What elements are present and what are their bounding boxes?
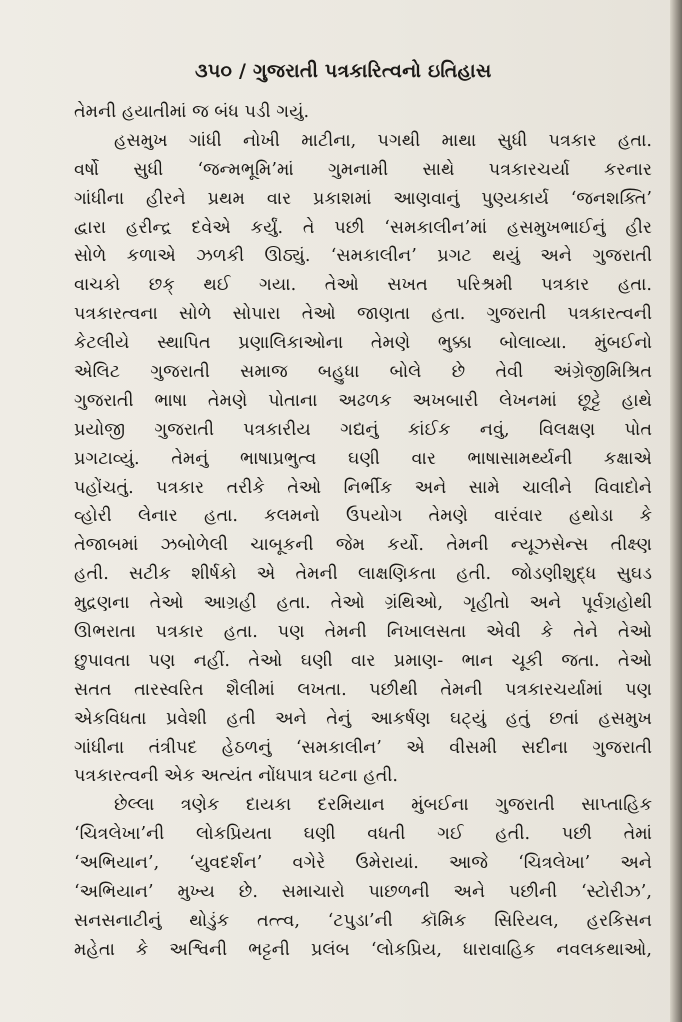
text-line: તેજાબમાં ઝબોળેલી ચાબૂકની જેમ કર્યો. તેમની ન્યૂઝસેન્સ તીક્ષ્ણ bbox=[74, 535, 652, 556]
text-line: પહોંચતું. પત્રકાર તરીકે તેઓ નિર્ભીક અને સામે ચાલીને વિવાદોને bbox=[74, 477, 652, 498]
running-header: ૩૫૦ / ગુજરાતી પત્રકારિત્વનો ઇતિહાસ bbox=[195, 60, 492, 82]
text-line: પત્રકારત્વની એક અત્યંત નોંધપાત્ર ઘટના હતી. bbox=[74, 766, 399, 787]
text-line: દ્વારા હરીન્દ્ર દવેએ કર્યું. તે પછી ‘સમકાલીન’માં હસમુખભાઈનું હીર bbox=[74, 217, 652, 238]
text-line: ગાંધીના હીરને પ્રથમ વાર પ્રકાશમાં આણવાનું પુણ્યકાર્ય ‘જનશક્તિ’ bbox=[74, 188, 652, 209]
text-line: ગુજરાતી ભાષા તેમણે પોતાના અઢળક અખબારી લેખનમાં છૂટ્ટે હાથે bbox=[74, 390, 652, 411]
text-line: ‘અભિયાન’, ‘યુવદર્શન’ વગેરે ઉમેરાયાં. આજે ‘ચિત્રલેખા’ અને bbox=[74, 853, 652, 874]
text-line: સતત તારસ્વરિત શૈલીમાં લખતા. પછીથી તેમની પત્રકારચર્યામાં પણ bbox=[74, 679, 652, 700]
text-line: છેલ્લા ત્રણેક દાયકા દરમિયાન મુંબઈના ગુજરાતી સાપ્તાહિક bbox=[114, 795, 652, 816]
text-line: એલિટ ગુજરાતી સમાજ બહુધા બોલે છે તેવી અંગ્રેજીમિશ્રિત bbox=[74, 362, 652, 383]
text-line: વાચકો છક્ થઈ ગયા. તેઓ સખત પરિશ્રમી પત્રકાર હતા. bbox=[74, 275, 652, 296]
text-line: પત્રકારત્વના સોળે સોપારા તેઓ જાણતા હતા. ગુજરાતી પત્રકારત્વની bbox=[74, 304, 652, 325]
text-line: એકવિધતા પ્રવેશી હતી અને તેનું આકર્ષણ ઘટ્યું હતું છતાં હસમુખ bbox=[74, 708, 652, 729]
text-line: સોળે કળાએ ઝળકી ઊઠ્યું. ‘સમકાલીન’ પ્રગટ થયું અને ગુજરાતી bbox=[74, 246, 652, 267]
text-line: મહેતા કે અશ્વિની ભટ્ટની પ્રલંબ ‘લોકપ્રિય, ધારાવાહિક નવલકથાઓ, bbox=[74, 939, 652, 960]
text-line: ‘ચિત્રલેખા’ની લોકપ્રિયતા ઘણી વધતી ગઈ હતી. પછી તેમાં bbox=[74, 824, 652, 845]
body-text bbox=[74, 98, 652, 965]
page-edge-shadow bbox=[670, 0, 682, 1022]
text-line: કેટલીયે સ્થાપિત પ્રણાલિકાઓના તેમણે ભુક્કા બોલાવ્યા. મુંબઈનો bbox=[74, 333, 652, 354]
text-line: પ્રગટાવ્યું. તેમનું ભાષાપ્રભુત્વ ઘણી વાર ભાષાસામર્થ્યની કક્ષાએ bbox=[74, 448, 652, 469]
text-line: વ્હોરી લેનાર હતા. કલમનો ઉપયોગ તેમણે વારંવાર હથોડા કે bbox=[74, 506, 652, 527]
text-line: હતી. સટીક શીર્ષકો એ તેમની લાક્ષણિકતા હતી. જોડણીશુદ્ધ સુઘડ bbox=[74, 564, 652, 585]
text-line: ‘અભિયાન’ મુખ્ય છે. સમાચારો પાછળની અને પછીની ‘સ્ટોરીઝ’, bbox=[74, 882, 652, 903]
text-line: ઊભરાતા પત્રકાર હતા. પણ તેમની નિખાલસતા એવી કે તેને તેઓ bbox=[74, 622, 652, 643]
text-line: ગાંધીના તંત્રીપદ હેઠળનું ‘સમકાલીન’ એ વીસમી સદીના ગુજરાતી bbox=[74, 737, 652, 758]
text-line: છુપાવતા પણ નહીં. તેઓ ઘણી વાર પ્રમાણ- ભાન ચૂકી જતા. તેઓ bbox=[74, 650, 652, 671]
text-line: પ્રયોજી ગુજરાતી પત્રકારીય ગદ્યનું કાંઈક નવું, વિલક્ષણ પોત bbox=[74, 419, 652, 440]
text-line: મુદ્રણના તેઓ આગ્રહી હતા. તેઓ ગ્રંથિઓ, ગૃહીતો અને પૂર્વગ્રહોથી bbox=[74, 593, 652, 614]
text-line: તેમની હયાતીમાં જ બંધ પડી ગયું. bbox=[74, 102, 310, 122]
text-line: સનસનાટીનું થોડુંક તત્ત્વ, ‘ટપુડા’ની કૉમિક સિરિયલ, હરકિસન bbox=[74, 910, 652, 931]
text-line: વર્ષો સુધી ‘જન્મભૂમિ’માં ગુમનામી સાથે પત્રકારચર્યા કરનાર bbox=[74, 159, 652, 180]
text-line: હસમુખ ગાંધી નોખી માટીના, પગથી માથા સુધી પત્રકાર હતા. bbox=[114, 130, 652, 151]
